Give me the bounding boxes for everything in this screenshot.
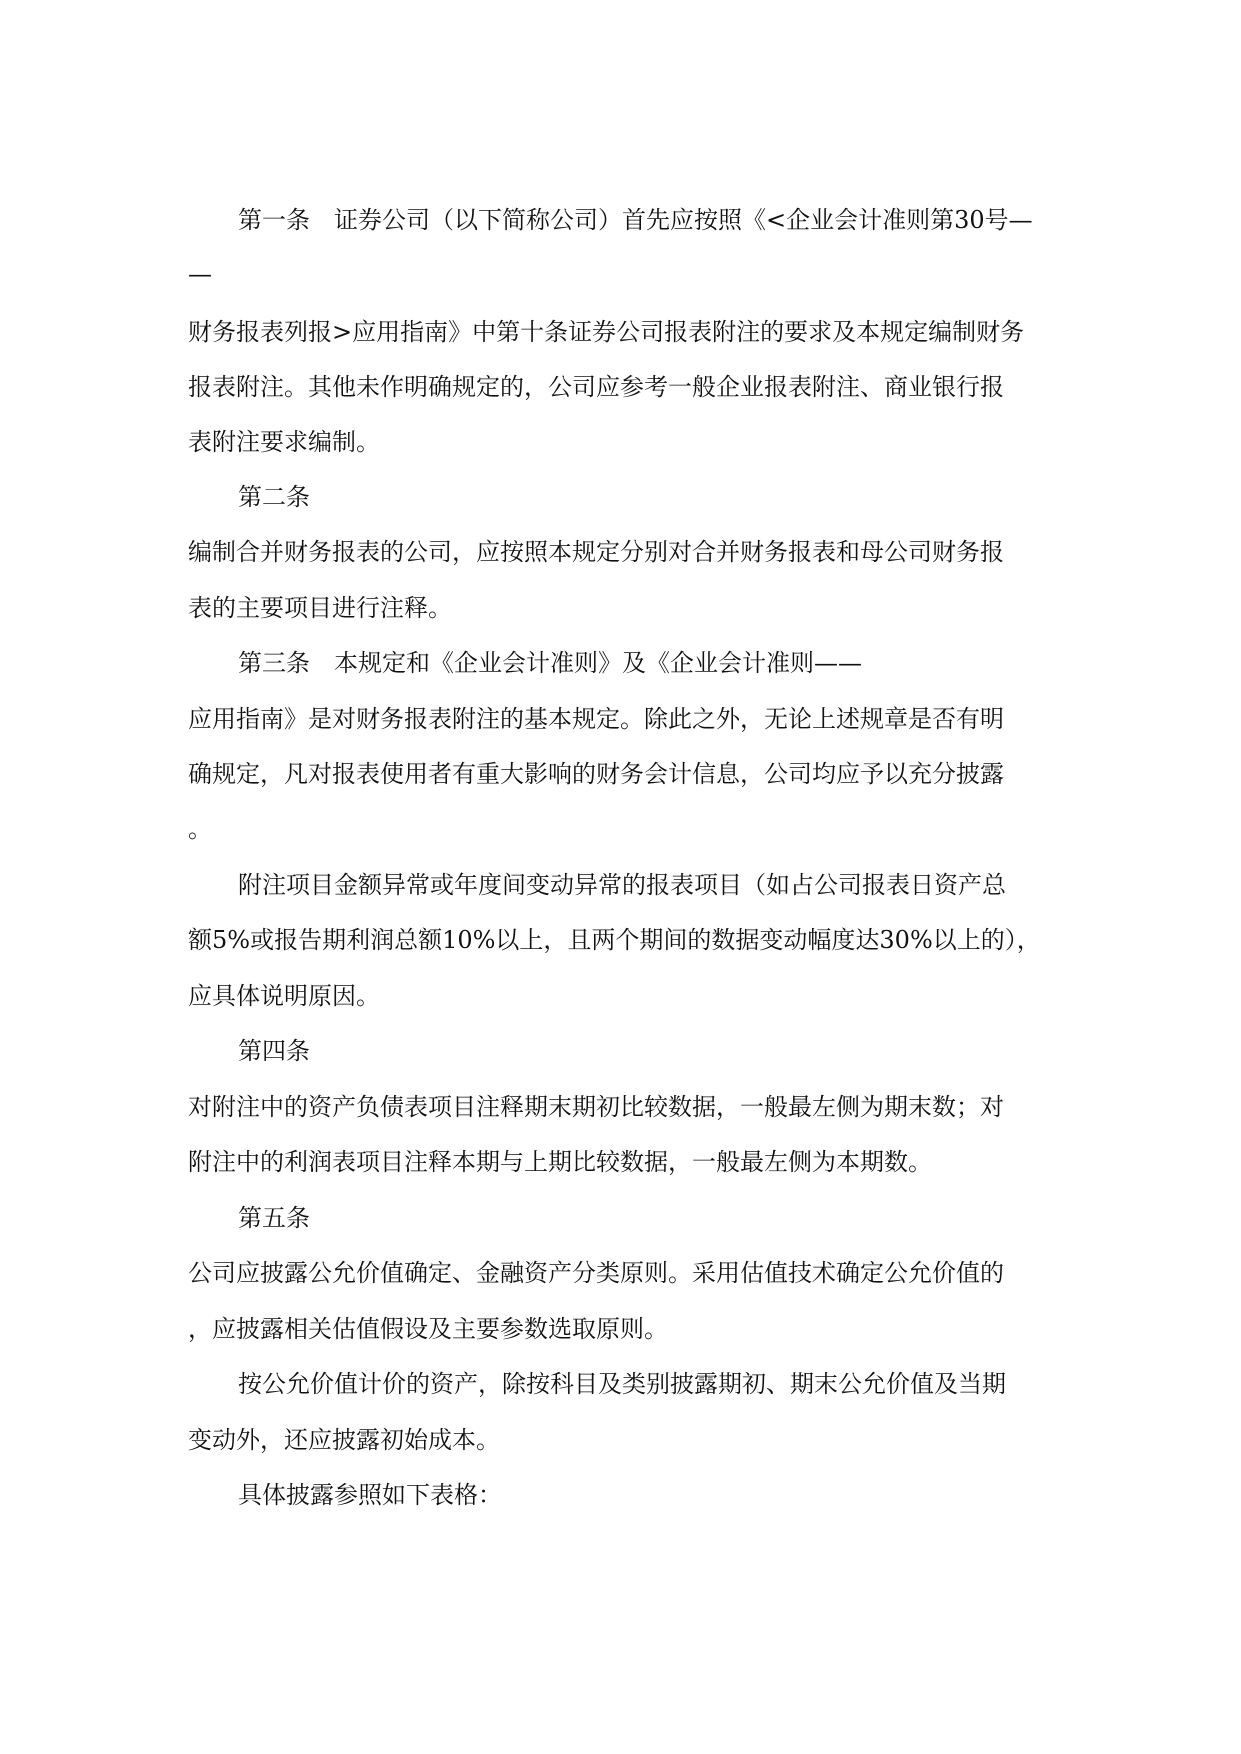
article-4-body-line-1: 对附注中的资产负债表项目注释期末期初比较数据，一般最左侧为期末数；对 [188, 1093, 1004, 1121]
notes-paragraph-line-2: 额5%或报告期利润总额10%以上，且两个期间的数据变动幅度达30%以上的）， [188, 926, 1041, 954]
article-1-body-line-3: 表附注要求编制。 [188, 428, 380, 456]
article-3-body-line-1: 应用指南》是对财务报表附注的基本规定。除此之外，无论上述规章是否有明 [188, 705, 1004, 733]
article-3-body-line-3: 。 [188, 815, 212, 843]
fair-value-paragraph-line-1: 按公允价值计价的资产，除按科目及类别披露期初、期末公允价值及当期 [238, 1370, 1006, 1398]
article-3-body-line-2: 确规定，凡对报表使用者有重大影响的财务会计信息，公司均应予以充分披露 [188, 760, 1004, 788]
fair-value-paragraph-line-2: 变动外，还应披露初始成本。 [188, 1426, 500, 1454]
article-4-heading: 第四条 [238, 1037, 310, 1065]
article-4-body-line-2: 附注中的利润表项目注释本期与上期比较数据，一般最左侧为本期数。 [188, 1148, 932, 1176]
notes-paragraph-line-3: 应具体说明原因。 [188, 982, 380, 1010]
notes-paragraph-line-1: 附注项目金额异常或年度间变动异常的报表项目（如占公司报表日资产总 [238, 871, 1006, 899]
article-1-body-line-2: 报表附注。其他未作明确规定的，公司应参考一般企业报表附注、商业银行报 [188, 373, 1004, 401]
article-5-body-line-1: 公司应披露公允价值确定、金融资产分类原则。采用估值技术确定公允价值的 [188, 1259, 1004, 1287]
article-1-wrap-line: — [188, 260, 212, 288]
article-2-body-line-1: 编制合并财务报表的公司，应按照本规定分别对合并财务报表和母公司财务报 [188, 538, 1004, 566]
article-5-body-line-2: ，应披露相关估值假设及主要参数选取原则。 [188, 1315, 668, 1343]
article-1-heading-line: 第一条 证券公司（以下简称公司）首先应按照《<企业会计准则第30号— [238, 206, 1033, 234]
table-reference-line: 具体披露参照如下表格： [238, 1481, 502, 1509]
article-3-heading-line: 第三条 本规定和《企业会计准则》及《企业会计准则—— [238, 649, 862, 677]
article-5-heading: 第五条 [238, 1204, 310, 1232]
article-2-body-line-2: 表的主要项目进行注释。 [188, 594, 452, 622]
article-1-body-line-1: 财务报表列报>应用指南》中第十条证券公司报表附注的要求及本规定编制财务 [188, 318, 1025, 346]
article-2-heading: 第二条 [238, 483, 310, 511]
